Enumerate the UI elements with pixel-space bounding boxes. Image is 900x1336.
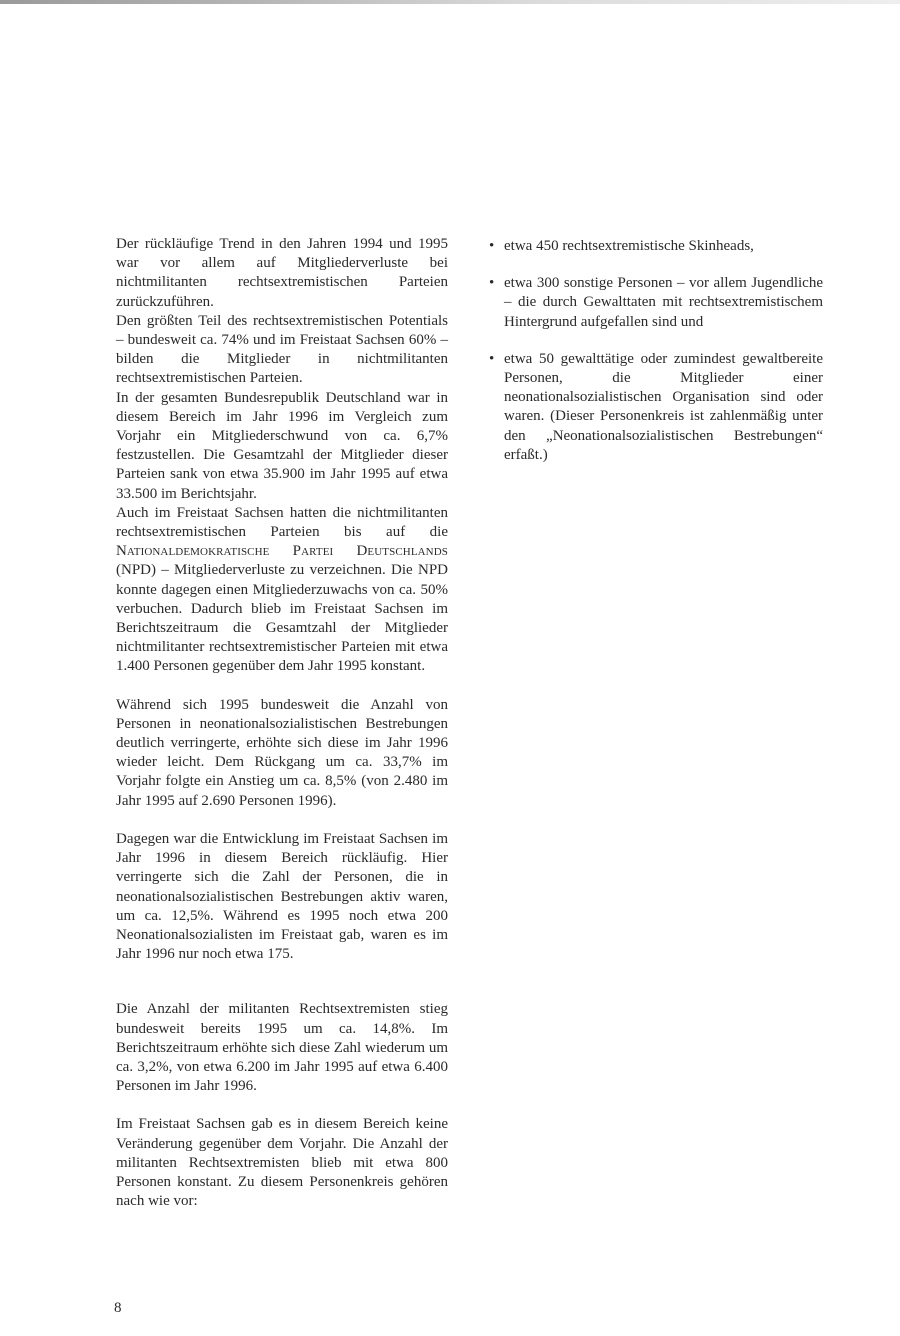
left-column [116,235,448,1211]
paragraph-militant-saxony: Im Freistaat Sachsen gab es in diesem Bereich keine Veränderung gegenüber dem Vorjahr. Die Anzahl der militanten Rechtsextremisten blieb mit etwa 800 Personen konstant. Zu diesem Personenkreis gehören nach wie vor: [116,1116,448,1210]
paragraph-saxony-parties: Auch im Freistaat Sachsen hatten die nichtmilitanten rechtsextremistischen Parteien bis auf die Nationaldemokratische Partei Deutschlands (NPD) – Mitgliederverluste zu verzeichnen. Die NPD konnte dagegen einen Mitgliederzuwachs von ca. 50% verbuchen. Dadurch blieb im Freistaat Sachsen im Berichtszeitraum die Gesamtzahl der Mitglieder nichtmilitanter rechtsextremistischer Parteien mit etwa 1.400 Personen gegenüber dem Jahr 1995 konstant. [116,504,448,675]
scan-top-edge [0,0,900,4]
list-item: • etwa 450 rechtsextremistische Skinheads, [489,237,823,256]
list-item: • etwa 50 gewalttätige oder zumindest gewaltbereite Personen, die Mitglieder einer neonationalsozialistischen Organisation sind oder waren. (Dieser Personenkreis ist zahlenmäßig unter den „Neonationalsozialistischen Bestrebungen“ erfaßt.) [489,350,823,463]
list-item: • etwa 300 sonstige Personen – vor allem Jugendliche – die durch Gewalttaten mit rechtsextremistischem Hintergrund aufgefallen sind und [489,275,823,330]
paragraph-federal-members: In der gesamten Bundesrepublik Deutschland war in diesem Bereich im Jahr 1996 im Vergleich zum Vorjahr ein Mitgliederschwund von ca. 6,7% festzustellen. Die Gesamtzahl der Mitglieder dieser Parteien sank von etwa 35.900 im Jahr 1995 auf etwa 33.500 im Berichtsjahr. [116,389,448,502]
paragraph-trend: Der rückläufige Trend in den Jahren 1994 und 1995 war vor allem auf Mitgliederverluste bei nichtmilitanten rechtsextremistischen Parteien zurückzuführen. [116,236,448,310]
party-name-npd: Nationaldemokratische Partei Deutschlands [116,543,448,560]
paragraph-militant-federal: Die Anzahl der militanten Rechtsextremisten stieg bundesweit bereits 1995 um ca. 14,8%. Im Berichtszeitraum erhöhte sich diese Zahl wiederum um ca. 3,2%, von etwa 6.200 im Jahr 1995 auf etwa 6.400 Personen im Jahr 1996. [116,1001,448,1095]
bullet-icon: • [489,350,495,367]
bullet-icon: • [489,275,495,292]
paragraph-block-parties [116,235,448,677]
paragraph-potential: Den größten Teil des rechtsextremistischen Potentials – bundesweit ca. 74% und im Freistaat Sachsen 60% – bilden die Mitglieder in nichtmilitanten rechtsextremistischen Parteien. [116,312,448,387]
bullet-icon: • [489,238,495,254]
paragraph-neonazi-saxony: Dagegen war die Entwicklung im Freistaat Sachsen im Jahr 1996 in diesem Bereich rückläufig. Hier verringerte sich die Zahl der Personen, die in neonationalsozialistischen Bestrebungen aktiv waren, um ca. 12,5%. Während es 1995 noch etwa 200 Neonationalsozialisten im Freistaat gab, waren es im Jahr 1996 nur noch etwa 175. [116,830,448,963]
right-column [489,237,823,483]
paragraph-neonazi-federal: Während sich 1995 bundesweit die Anzahl von Personen in neonationalsozialistischen Bestrebungen deutlich verringerte, erhöhte sich diese im Jahr 1996 wieder leicht. Dem Rückgang um ca. 33,7% im Vorjahr folgte ein Anstieg um ca. 8,5% (von 2.480 im Jahr 1995 auf 2.690 Personen 1996). [116,696,448,809]
bullet-list [489,237,823,465]
page-number: 8 [114,1300,122,1316]
